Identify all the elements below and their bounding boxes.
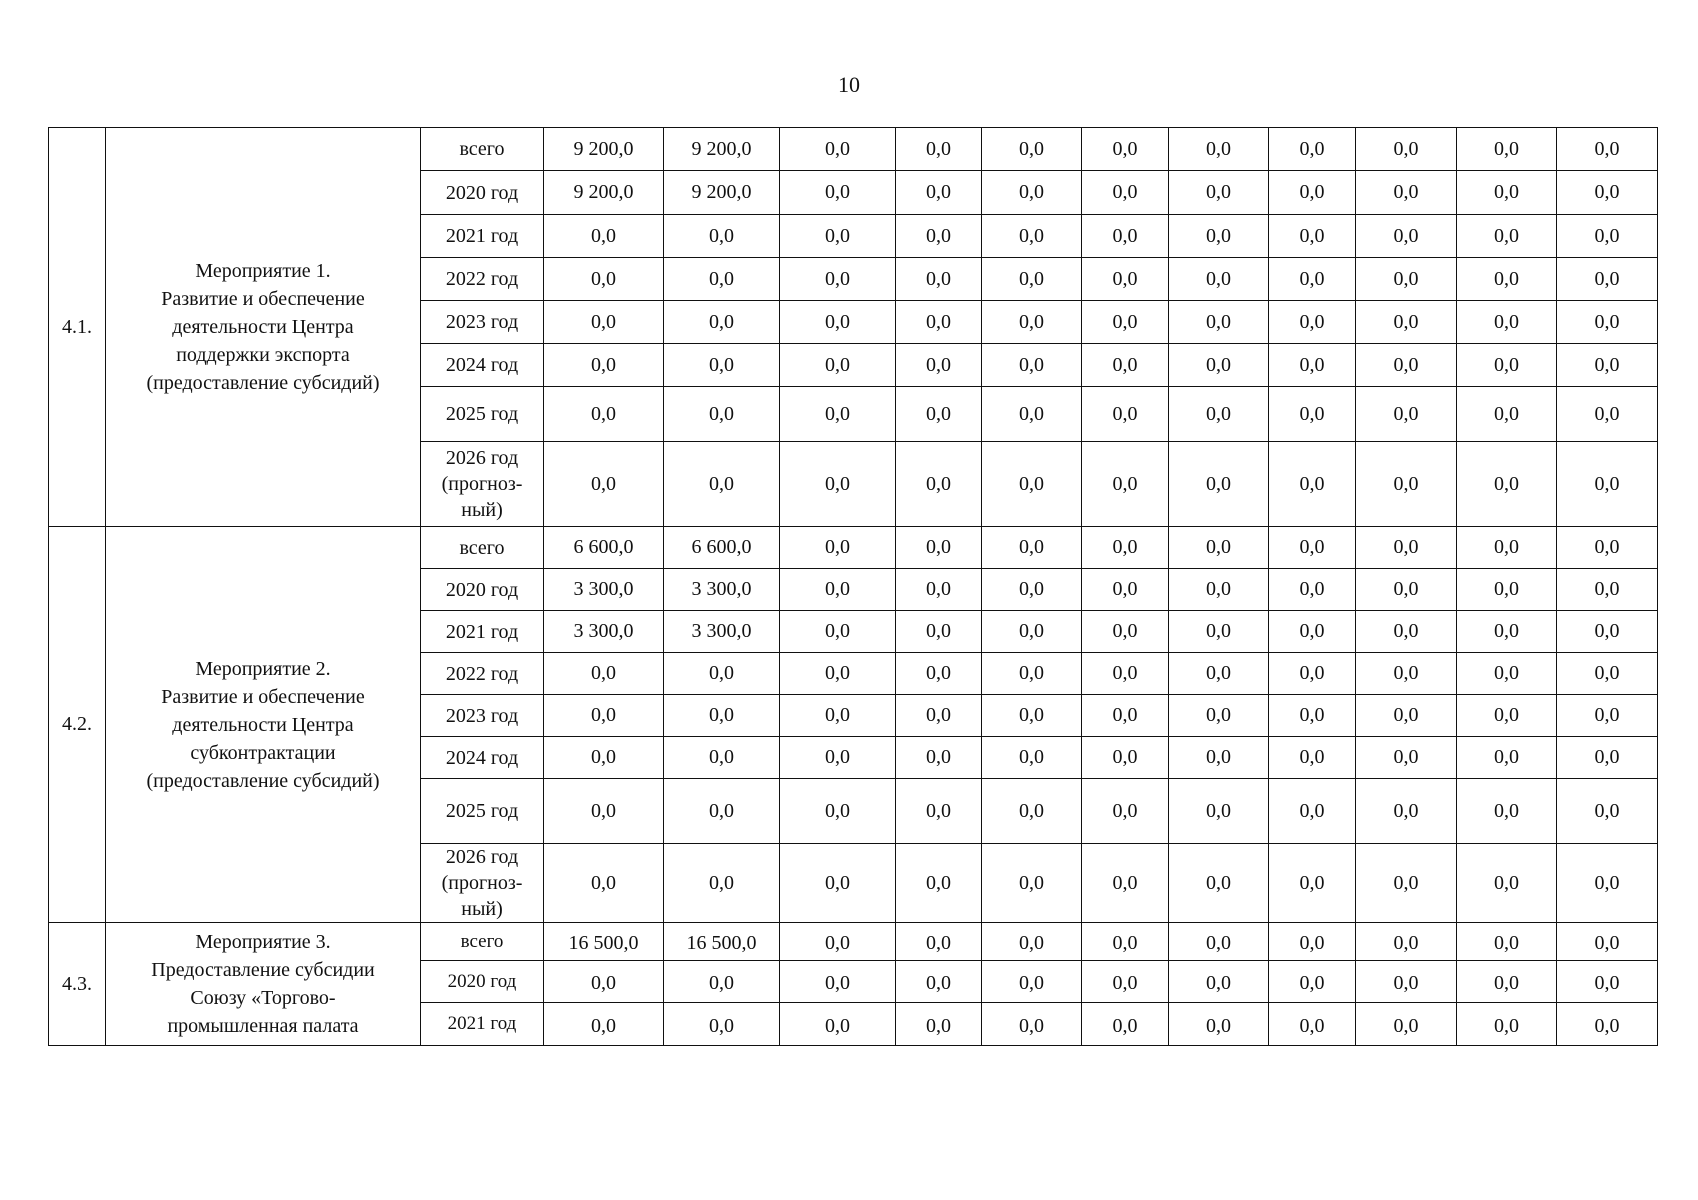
- value-cell: 3 300,0: [544, 569, 664, 611]
- value-cell: 0,0: [1082, 301, 1169, 344]
- value-cell: 0,0: [1269, 844, 1356, 923]
- value-cell: 0,0: [1082, 569, 1169, 611]
- value-cell: 6 600,0: [544, 527, 664, 569]
- value-cell: 0,0: [544, 344, 664, 387]
- period-cell: всего: [421, 128, 544, 171]
- value-cell: 0,0: [780, 301, 896, 344]
- value-cell: 0,0: [1269, 258, 1356, 301]
- value-cell: 0,0: [1082, 737, 1169, 779]
- value-cell: 0,0: [896, 258, 982, 301]
- period-cell: 2020 год: [421, 961, 544, 1003]
- value-cell: 0,0: [1557, 442, 1658, 527]
- item-name-line: поддержки экспорта: [176, 344, 350, 366]
- item-name: [106, 128, 421, 527]
- value-cell: 0,0: [544, 215, 664, 258]
- value-cell: 0,0: [1269, 961, 1356, 1003]
- value-cell: 0,0: [1082, 128, 1169, 171]
- value-cell: 0,0: [1082, 653, 1169, 695]
- value-cell: 16 500,0: [544, 923, 664, 961]
- value-cell: 0,0: [664, 387, 780, 442]
- item-name-line: Мероприятие 2.: [195, 657, 331, 680]
- value-cell: 0,0: [1356, 737, 1457, 779]
- value-cell: 0,0: [1457, 128, 1557, 171]
- value-cell: 0,0: [896, 737, 982, 779]
- value-cell: 0,0: [896, 215, 982, 258]
- value-cell: 0,0: [544, 1003, 664, 1046]
- value-cell: 9 200,0: [664, 128, 780, 171]
- value-cell: 0,0: [664, 442, 780, 527]
- value-cell: 0,0: [1269, 301, 1356, 344]
- period-cell: 2022 год: [421, 653, 544, 695]
- value-cell: 0,0: [1457, 301, 1557, 344]
- item-name-line: субконтрактации: [190, 741, 336, 764]
- value-cell: 0,0: [1557, 527, 1658, 569]
- value-cell: 0,0: [1457, 344, 1557, 387]
- value-cell: 0,0: [1557, 215, 1658, 258]
- value-cell: 0,0: [1557, 737, 1658, 779]
- value-cell: 0,0: [1557, 844, 1658, 923]
- value-cell: 0,0: [1356, 344, 1457, 387]
- value-cell: 0,0: [664, 258, 780, 301]
- item-name-line: Мероприятие 1.: [195, 260, 331, 282]
- value-cell: 0,0: [982, 779, 1082, 844]
- value-cell: 0,0: [1082, 923, 1169, 961]
- budget-table: [48, 127, 1658, 1046]
- item-name: [106, 527, 421, 923]
- value-cell: 0,0: [896, 653, 982, 695]
- value-cell: 0,0: [1557, 779, 1658, 844]
- value-cell: 0,0: [1557, 611, 1658, 653]
- value-cell: 0,0: [1269, 128, 1356, 171]
- value-cell: 0,0: [780, 737, 896, 779]
- value-cell: 0,0: [1356, 527, 1457, 569]
- value-cell: 0,0: [982, 258, 1082, 301]
- item-name-line: деятельности Центра: [172, 316, 354, 338]
- value-cell: 3 300,0: [664, 611, 780, 653]
- value-cell: 0,0: [544, 779, 664, 844]
- value-cell: 0,0: [1082, 387, 1169, 442]
- value-cell: 0,0: [1169, 387, 1269, 442]
- value-cell: 0,0: [1269, 527, 1356, 569]
- value-cell: 0,0: [1169, 1003, 1269, 1046]
- value-cell: 0,0: [1169, 569, 1269, 611]
- value-cell: 0,0: [780, 611, 896, 653]
- value-cell: 0,0: [896, 387, 982, 442]
- value-cell: 0,0: [1457, 653, 1557, 695]
- budget-table-body: [49, 128, 1658, 1046]
- period-cell: 2021 год: [421, 611, 544, 653]
- value-cell: 0,0: [896, 611, 982, 653]
- value-cell: 9 200,0: [544, 128, 664, 171]
- value-cell: 0,0: [780, 258, 896, 301]
- period-cell: 2020 год: [421, 171, 544, 215]
- item-name-line: (предоставление субсидий): [146, 769, 380, 792]
- value-cell: 0,0: [982, 569, 1082, 611]
- value-cell: 0,0: [1169, 344, 1269, 387]
- value-cell: 0,0: [896, 1003, 982, 1046]
- value-cell: 0,0: [780, 128, 896, 171]
- value-cell: 0,0: [780, 844, 896, 923]
- value-cell: 0,0: [1082, 258, 1169, 301]
- value-cell: 0,0: [544, 653, 664, 695]
- value-cell: 0,0: [982, 171, 1082, 215]
- value-cell: 0,0: [896, 961, 982, 1003]
- period-line: 2026 год: [445, 447, 519, 469]
- value-cell: 0,0: [1169, 844, 1269, 923]
- period-cell: 2025 год: [421, 779, 544, 844]
- value-cell: 0,0: [1169, 128, 1269, 171]
- value-cell: 0,0: [982, 737, 1082, 779]
- value-cell: 0,0: [1269, 653, 1356, 695]
- value-cell: 0,0: [982, 301, 1082, 344]
- value-cell: 0,0: [982, 128, 1082, 171]
- value-cell: 0,0: [1557, 301, 1658, 344]
- value-cell: 0,0: [544, 442, 664, 527]
- item-name-line: промышленная палата: [167, 1015, 359, 1037]
- value-cell: 0,0: [1269, 387, 1356, 442]
- value-cell: 0,0: [1356, 653, 1457, 695]
- value-cell: 0,0: [1557, 653, 1658, 695]
- value-cell: 6 600,0: [664, 527, 780, 569]
- item-name-line: Союзу «Торгово-: [190, 987, 336, 1009]
- value-cell: 0,0: [1457, 844, 1557, 923]
- value-cell: 0,0: [1557, 923, 1658, 961]
- item-name: [106, 923, 421, 1046]
- value-cell: 0,0: [1457, 611, 1557, 653]
- value-cell: 0,0: [982, 611, 1082, 653]
- value-cell: 0,0: [1269, 569, 1356, 611]
- value-cell: 0,0: [1169, 442, 1269, 527]
- value-cell: 0,0: [982, 344, 1082, 387]
- value-cell: 0,0: [1557, 171, 1658, 215]
- value-cell: 0,0: [982, 387, 1082, 442]
- period-cell: 2021 год: [421, 1003, 544, 1046]
- period-cell: [421, 844, 544, 923]
- value-cell: 0,0: [1557, 695, 1658, 737]
- value-cell: 0,0: [780, 923, 896, 961]
- period-cell: 2023 год: [421, 301, 544, 344]
- value-cell: 0,0: [1169, 301, 1269, 344]
- value-cell: 0,0: [1082, 779, 1169, 844]
- value-cell: 0,0: [1457, 961, 1557, 1003]
- period-cell: 2024 год: [421, 344, 544, 387]
- value-cell: 0,0: [544, 961, 664, 1003]
- period-line: ный): [461, 898, 503, 920]
- value-cell: 0,0: [780, 569, 896, 611]
- value-cell: 0,0: [664, 961, 780, 1003]
- value-cell: 0,0: [1082, 844, 1169, 923]
- value-cell: 0,0: [896, 695, 982, 737]
- value-cell: 0,0: [982, 695, 1082, 737]
- value-cell: 0,0: [1356, 1003, 1457, 1046]
- value-cell: 0,0: [1169, 653, 1269, 695]
- value-cell: 0,0: [1356, 258, 1457, 301]
- value-cell: 0,0: [780, 695, 896, 737]
- value-cell: 0,0: [1557, 128, 1658, 171]
- value-cell: 0,0: [1356, 844, 1457, 923]
- value-cell: 3 300,0: [544, 611, 664, 653]
- value-cell: 0,0: [1557, 1003, 1658, 1046]
- value-cell: 0,0: [1082, 611, 1169, 653]
- value-cell: 0,0: [1269, 171, 1356, 215]
- value-cell: 0,0: [1082, 961, 1169, 1003]
- value-cell: 0,0: [664, 1003, 780, 1046]
- value-cell: 0,0: [1457, 215, 1557, 258]
- value-cell: 0,0: [1169, 171, 1269, 215]
- period-cell: всего: [421, 923, 544, 961]
- value-cell: 0,0: [544, 737, 664, 779]
- value-cell: 0,0: [544, 387, 664, 442]
- value-cell: 0,0: [780, 1003, 896, 1046]
- value-cell: 0,0: [544, 695, 664, 737]
- value-cell: 0,0: [664, 779, 780, 844]
- item-name-line: Мероприятие 3.: [195, 931, 331, 953]
- value-cell: 0,0: [1269, 695, 1356, 737]
- value-cell: 0,0: [1082, 442, 1169, 527]
- value-cell: 9 200,0: [664, 171, 780, 215]
- value-cell: 0,0: [1457, 569, 1557, 611]
- value-cell: 0,0: [1457, 527, 1557, 569]
- period-cell: 2020 год: [421, 569, 544, 611]
- item-number: 4.1.: [49, 128, 106, 527]
- value-cell: 0,0: [1356, 387, 1457, 442]
- value-cell: 0,0: [544, 844, 664, 923]
- value-cell: 0,0: [780, 171, 896, 215]
- value-cell: 0,0: [1557, 258, 1658, 301]
- item-name-line: (предоставление субсидий): [146, 372, 380, 394]
- value-cell: 0,0: [664, 344, 780, 387]
- value-cell: 0,0: [982, 442, 1082, 527]
- value-cell: 0,0: [896, 442, 982, 527]
- item-name-line: деятельности Центра: [172, 713, 354, 736]
- value-cell: 0,0: [1356, 569, 1457, 611]
- value-cell: 0,0: [1169, 611, 1269, 653]
- value-cell: 0,0: [544, 258, 664, 301]
- value-cell: 0,0: [1356, 171, 1457, 215]
- value-cell: 0,0: [780, 387, 896, 442]
- value-cell: 0,0: [982, 653, 1082, 695]
- value-cell: 0,0: [1457, 1003, 1557, 1046]
- value-cell: 0,0: [664, 844, 780, 923]
- value-cell: 0,0: [780, 961, 896, 1003]
- value-cell: 0,0: [1457, 258, 1557, 301]
- value-cell: 0,0: [664, 695, 780, 737]
- value-cell: 0,0: [1082, 215, 1169, 258]
- value-cell: 0,0: [1082, 344, 1169, 387]
- value-cell: 0,0: [780, 344, 896, 387]
- value-cell: 0,0: [1356, 961, 1457, 1003]
- period-cell: всего: [421, 527, 544, 569]
- value-cell: 0,0: [1356, 779, 1457, 844]
- value-cell: 0,0: [780, 653, 896, 695]
- value-cell: 0,0: [1169, 215, 1269, 258]
- value-cell: 0,0: [1457, 695, 1557, 737]
- value-cell: 0,0: [982, 844, 1082, 923]
- value-cell: 0,0: [1557, 569, 1658, 611]
- value-cell: 0,0: [896, 128, 982, 171]
- value-cell: 0,0: [780, 215, 896, 258]
- value-cell: 0,0: [896, 344, 982, 387]
- value-cell: 0,0: [780, 779, 896, 844]
- value-cell: 0,0: [1356, 215, 1457, 258]
- period-cell: 2023 год: [421, 695, 544, 737]
- value-cell: 0,0: [1169, 258, 1269, 301]
- period-line: ный): [461, 499, 503, 521]
- value-cell: 0,0: [780, 442, 896, 527]
- period-cell: 2025 год: [421, 387, 544, 442]
- period-cell: 2022 год: [421, 258, 544, 301]
- value-cell: 0,0: [896, 569, 982, 611]
- value-cell: 0,0: [1269, 442, 1356, 527]
- value-cell: 0,0: [1457, 923, 1557, 961]
- value-cell: 0,0: [1082, 527, 1169, 569]
- value-cell: 0,0: [982, 1003, 1082, 1046]
- value-cell: 0,0: [1457, 387, 1557, 442]
- value-cell: 0,0: [1557, 344, 1658, 387]
- value-cell: 0,0: [896, 923, 982, 961]
- value-cell: 0,0: [896, 301, 982, 344]
- value-cell: 0,0: [780, 527, 896, 569]
- value-cell: 0,0: [982, 215, 1082, 258]
- value-cell: 0,0: [1269, 923, 1356, 961]
- value-cell: 0,0: [1457, 737, 1557, 779]
- table-row: [49, 128, 1658, 171]
- value-cell: 0,0: [1082, 171, 1169, 215]
- value-cell: 0,0: [1169, 961, 1269, 1003]
- period-cell: 2024 год: [421, 737, 544, 779]
- value-cell: 0,0: [664, 301, 780, 344]
- value-cell: 0,0: [664, 653, 780, 695]
- value-cell: 0,0: [664, 737, 780, 779]
- period-line: (прогноз-: [441, 473, 523, 495]
- value-cell: 0,0: [1169, 779, 1269, 844]
- value-cell: 0,0: [1082, 1003, 1169, 1046]
- value-cell: 0,0: [1169, 737, 1269, 779]
- value-cell: 0,0: [982, 961, 1082, 1003]
- value-cell: 0,0: [896, 171, 982, 215]
- value-cell: 0,0: [1169, 923, 1269, 961]
- value-cell: 0,0: [1457, 171, 1557, 215]
- value-cell: 0,0: [1356, 695, 1457, 737]
- value-cell: 0,0: [1457, 442, 1557, 527]
- value-cell: 0,0: [1557, 961, 1658, 1003]
- period-line: 2026 год: [445, 846, 519, 868]
- value-cell: 0,0: [1169, 695, 1269, 737]
- item-name-line: Предоставление субсидии: [151, 959, 375, 981]
- value-cell: 3 300,0: [664, 569, 780, 611]
- item-name-line: Развитие и обеспечение: [161, 288, 365, 310]
- value-cell: 0,0: [1356, 442, 1457, 527]
- item-name-line: Развитие и обеспечение: [161, 685, 365, 708]
- table-row: [49, 527, 1658, 569]
- value-cell: 0,0: [1356, 128, 1457, 171]
- value-cell: 0,0: [896, 779, 982, 844]
- item-number: 4.2.: [49, 527, 106, 923]
- value-cell: 0,0: [544, 301, 664, 344]
- value-cell: 0,0: [1269, 215, 1356, 258]
- value-cell: 9 200,0: [544, 171, 664, 215]
- value-cell: 16 500,0: [664, 923, 780, 961]
- value-cell: 0,0: [1269, 611, 1356, 653]
- item-number: 4.3.: [49, 923, 106, 1046]
- period-cell: [421, 442, 544, 527]
- value-cell: 0,0: [896, 844, 982, 923]
- page-number: 10: [838, 72, 860, 97]
- value-cell: 0,0: [1269, 1003, 1356, 1046]
- value-cell: 0,0: [982, 923, 1082, 961]
- value-cell: 0,0: [1557, 387, 1658, 442]
- value-cell: 0,0: [1269, 344, 1356, 387]
- value-cell: 0,0: [1457, 779, 1557, 844]
- value-cell: 0,0: [982, 527, 1082, 569]
- table-row: [49, 923, 1658, 961]
- period-line: (прогноз-: [441, 872, 523, 894]
- value-cell: 0,0: [664, 215, 780, 258]
- period-cell: 2021 год: [421, 215, 544, 258]
- value-cell: 0,0: [1356, 611, 1457, 653]
- value-cell: 0,0: [1356, 301, 1457, 344]
- value-cell: 0,0: [1269, 779, 1356, 844]
- value-cell: 0,0: [1269, 737, 1356, 779]
- value-cell: 0,0: [1169, 527, 1269, 569]
- value-cell: 0,0: [896, 527, 982, 569]
- value-cell: 0,0: [1356, 923, 1457, 961]
- value-cell: 0,0: [1082, 695, 1169, 737]
